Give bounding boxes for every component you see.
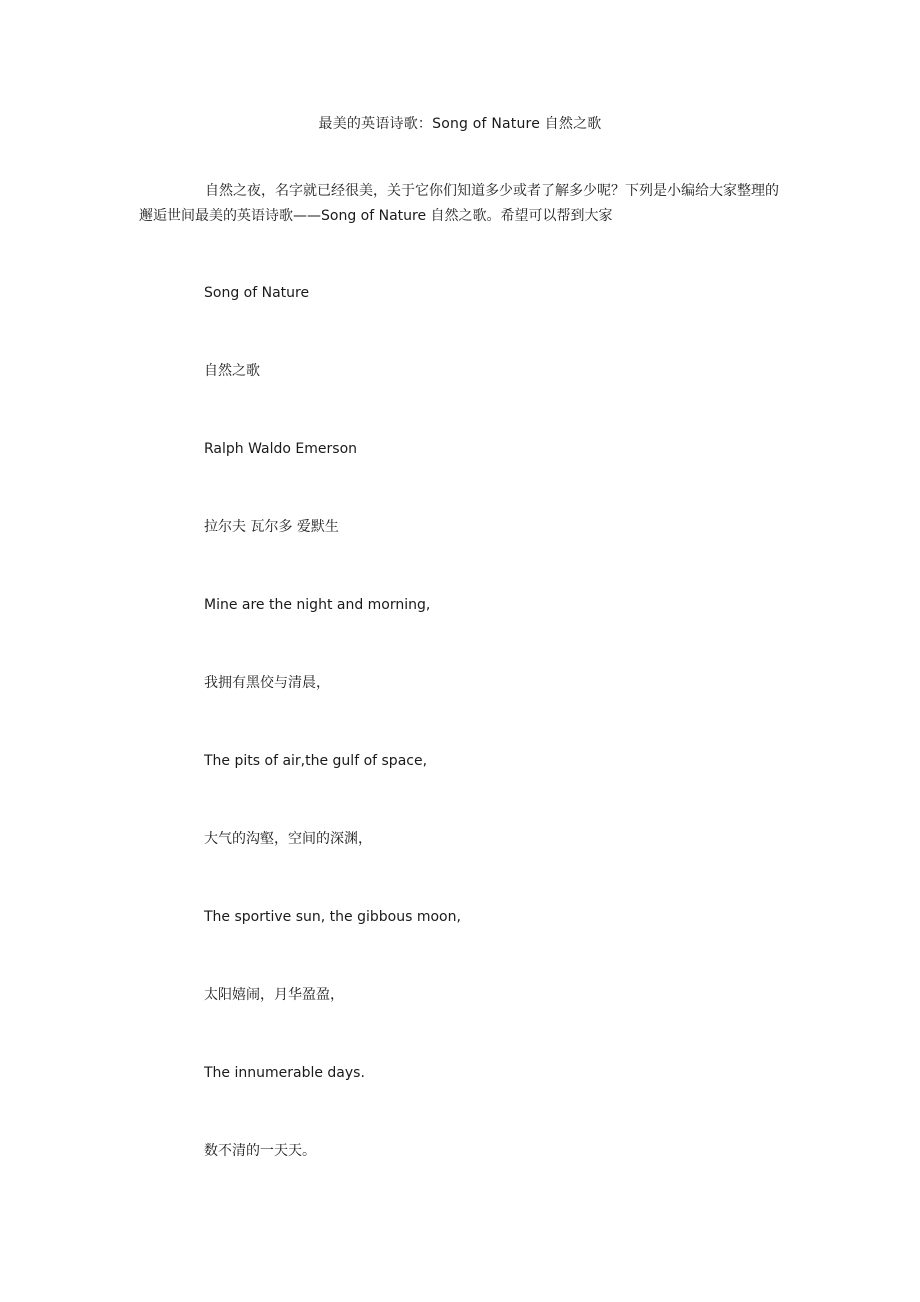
document-title: 最美的英语诗歌：Song of Nature 自然之歌	[318, 116, 602, 132]
poem-line-en-1: Mine are the night and morning,	[204, 597, 431, 613]
poem-line-zh-4: 数不清的一天天。	[204, 1143, 316, 1159]
poem-author-en: Ralph Waldo Emerson	[204, 441, 358, 457]
intro-paragraph	[139, 179, 789, 229]
poem-line-zh-2: 大气的沟壑，空间的深渊，	[204, 831, 372, 847]
poem-author-zh: 拉尔夫 瓦尔多 爱默生	[204, 519, 339, 535]
poem-line-en-4: The innumerable days.	[204, 1065, 365, 1081]
poem-line-zh-1: 我拥有黑佼与清晨，	[204, 675, 330, 691]
intro-text: 自然之夜，名字就已经很美，关于它你们知道多少或者了解多少呢？下列是小编给大家整理的邂逅世间最美的英语诗歌——Song of Nature 自然之歌。希望可以帮到大家	[139, 183, 779, 224]
poem-line-zh-3: 太阳嬉闹，月华盈盈，	[204, 987, 344, 1003]
poem-line-en-3: The sportive sun, the gibbous moon,	[204, 909, 461, 925]
poem-title-en: Song of Nature	[204, 285, 310, 301]
poem-title-zh: 自然之歌	[204, 363, 260, 379]
poem-line-en-2: The pits of air,the gulf of space,	[204, 753, 428, 769]
